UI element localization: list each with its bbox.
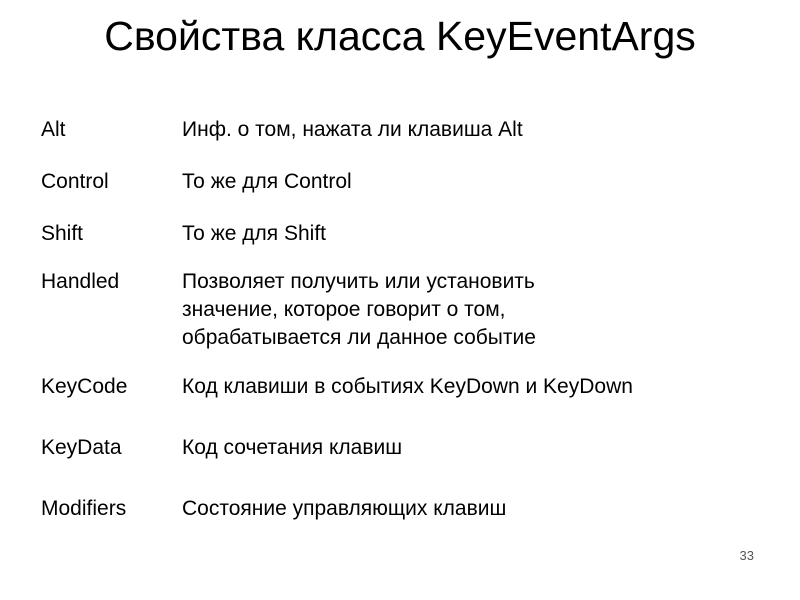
property-description: [182, 434, 782, 462]
property-name: KeyCode: [41, 375, 128, 398]
property-description-line: Позволяет получить или установить: [182, 270, 535, 293]
property-description-line: Код сочетания клавиш: [182, 436, 403, 459]
property-description: [182, 495, 782, 523]
property-name: Alt: [41, 118, 66, 141]
property-description-line: обрабатывается ли данное событие: [182, 326, 536, 349]
property-name: KeyData: [41, 436, 122, 459]
property-description: [182, 220, 782, 248]
property-description: [182, 168, 782, 196]
property-description: [182, 373, 782, 401]
page-number: 33: [739, 548, 754, 563]
property-description-line: То же для Shift: [182, 222, 326, 245]
property-name: Shift: [41, 222, 84, 245]
property-name: Handled: [41, 270, 120, 293]
property-description-line: Инф. о том, нажата ли клавиша Alt: [182, 118, 523, 141]
property-name: Control: [41, 170, 109, 193]
property-description-line: Состояние управляющих клавиш: [182, 497, 507, 520]
property-description: [182, 268, 782, 352]
property-description-line: Код клавиши в событиях KeyDown и KeyDown: [182, 375, 633, 398]
property-description-line: значение, которое говорит о том,: [182, 298, 506, 321]
property-name: Modifiers: [41, 497, 127, 520]
property-description-line: То же для Control: [182, 170, 352, 193]
property-description: [182, 116, 782, 144]
slide-title: Свойства класса KeyEventArgs: [104, 13, 696, 59]
